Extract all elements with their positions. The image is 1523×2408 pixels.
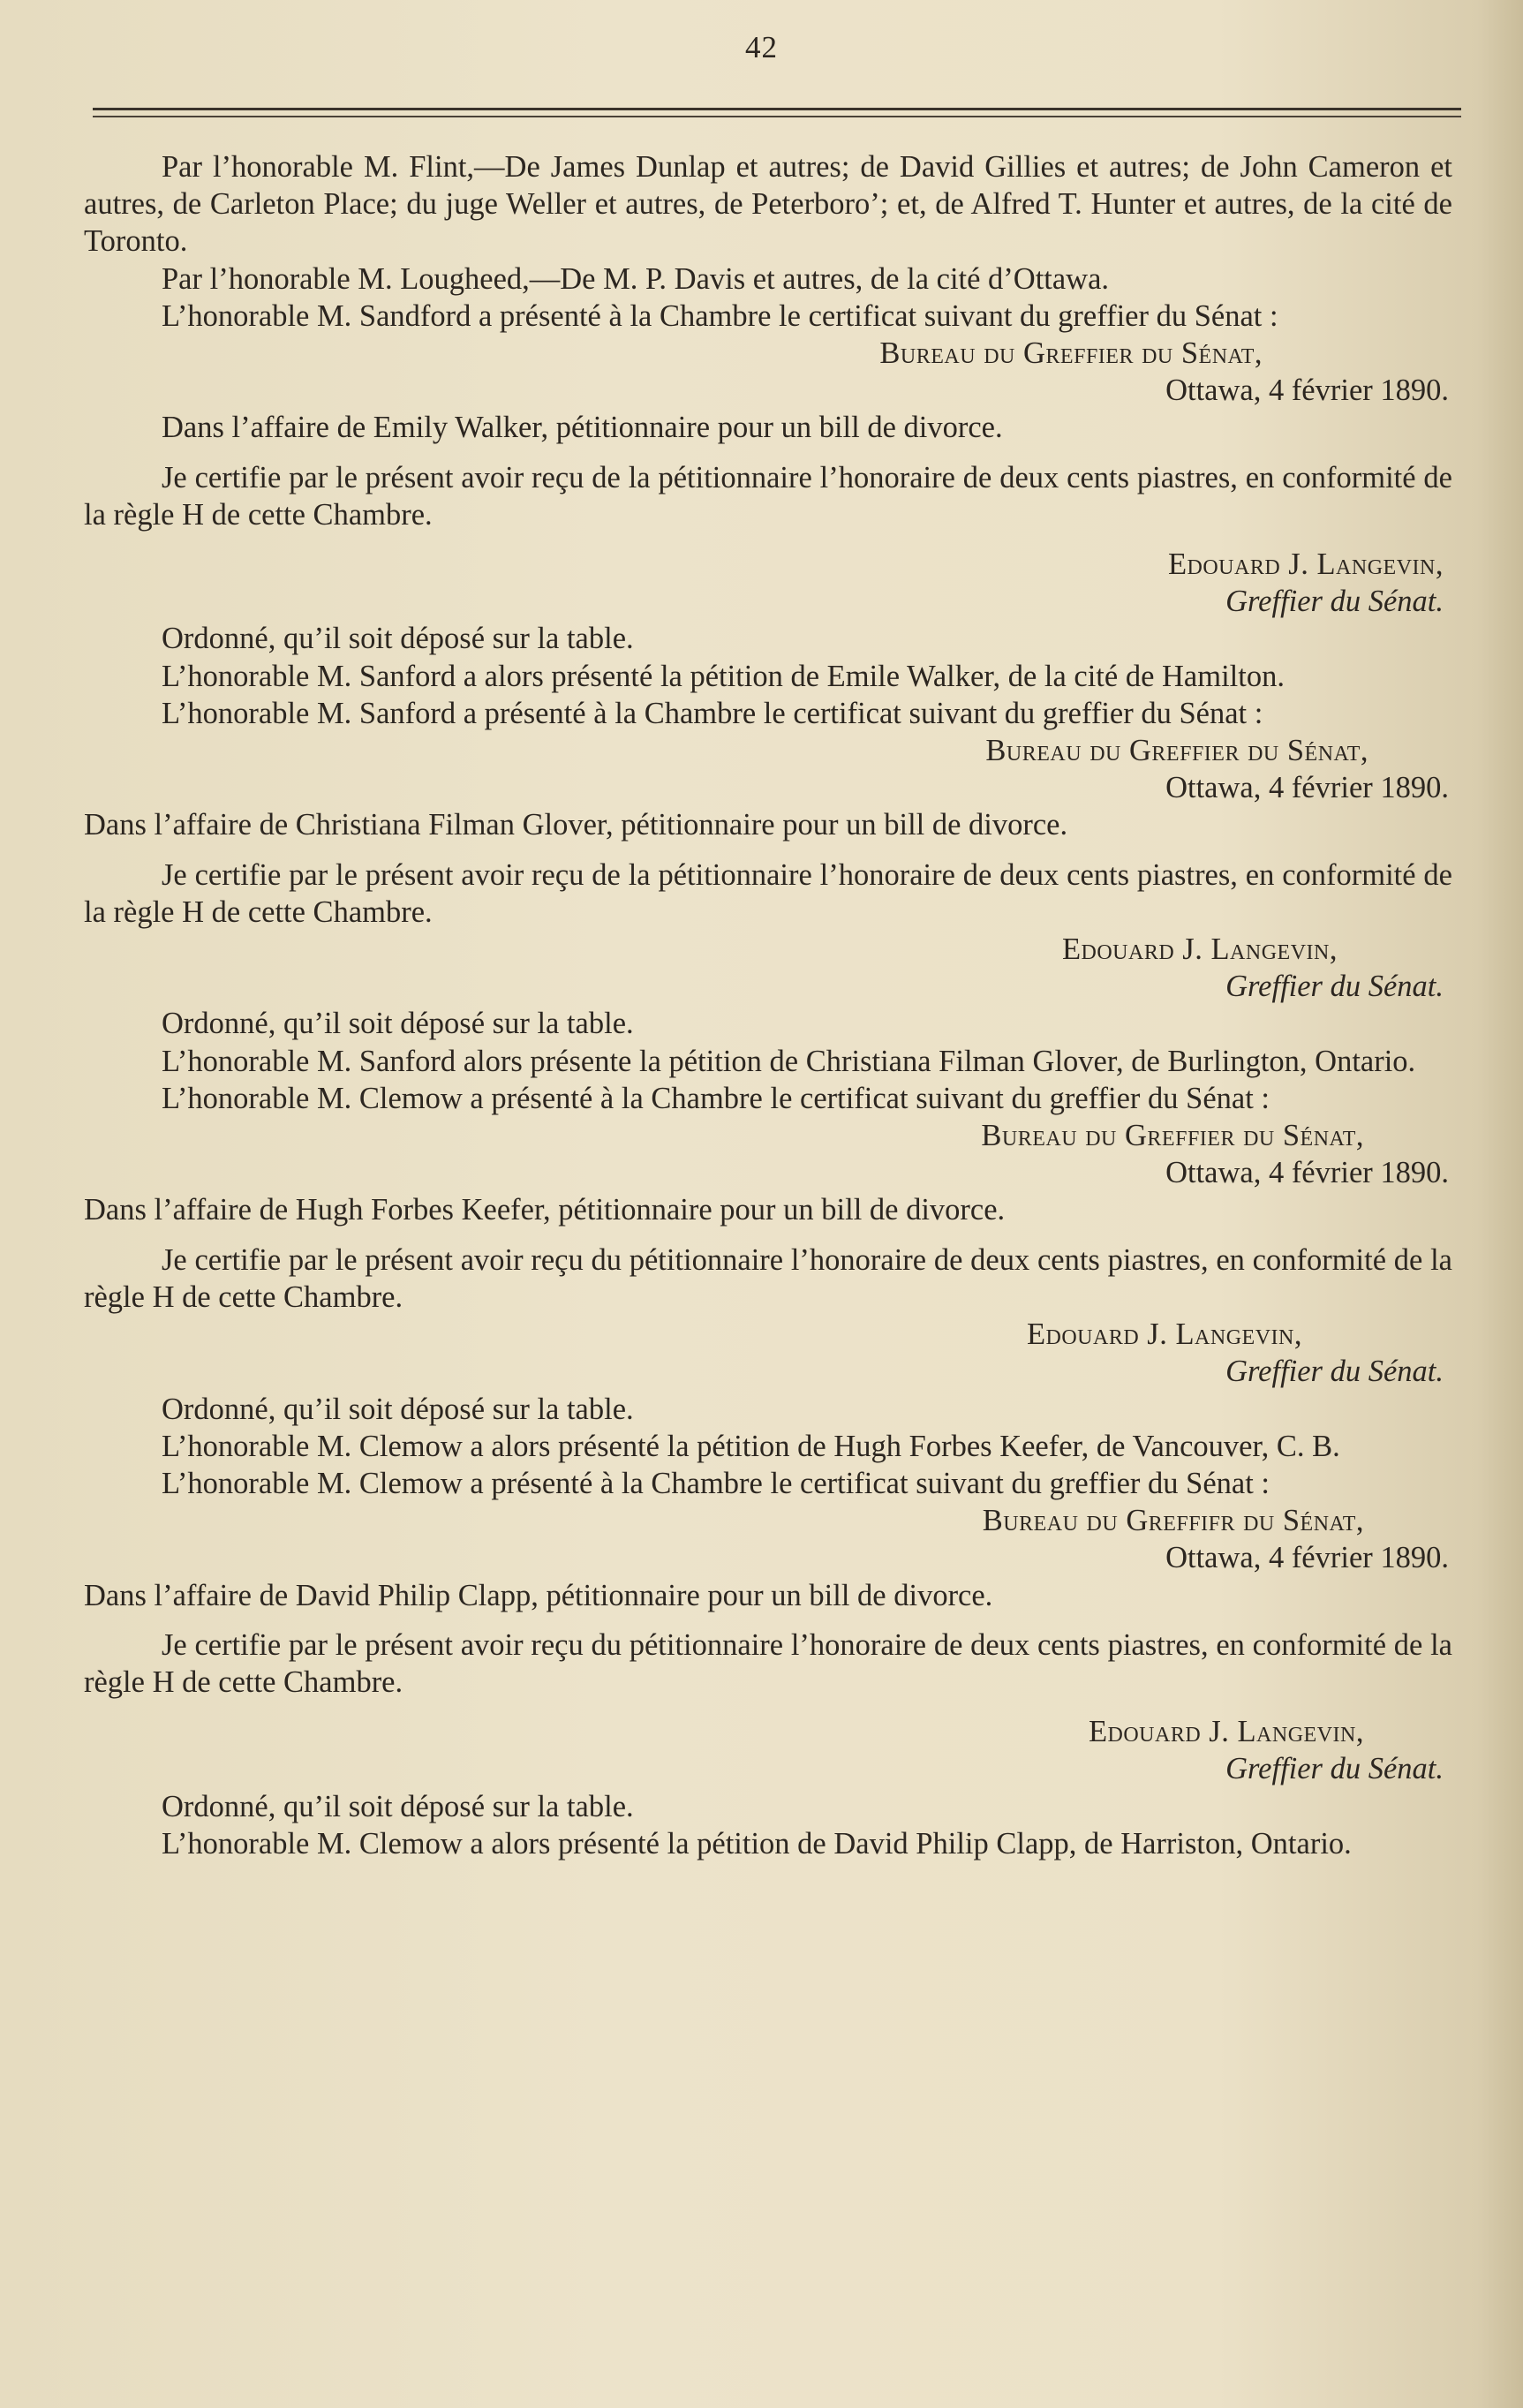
paragraph: L’honorable M. Sanford alors présente la pétition de Christiana Filman Glover, de Burlington, Ontario. (162, 1044, 1416, 1078)
paragraph: Ordonné, qu’il soit déposé sur la table. (162, 1007, 634, 1041)
signature-name: Edouard J. Langevin, (1088, 1715, 1364, 1749)
paragraph: L’honorable M. Sanford a présenté à la Chambre le certificat suivant du greffier du Sénat : (162, 696, 1263, 730)
paragraph: L’honorable M. Clemow a alors présenté la pétition de Hugh Forbes Keefer, de Vancouver, C. B. (162, 1429, 1340, 1463)
paragraph: Par l’honorable M. Lougheed,—De M. P. Davis et autres, de la cité d’Ottawa. (162, 261, 1110, 296)
paragraph: Je certifie par le présent avoir reçu du pétitionnaire l’honoraire de deux cents piastres, en conformité de la règle H de cette Chambre. (84, 1242, 1452, 1314)
signature-title: Greffier du Sénat. (1225, 1355, 1444, 1389)
paragraph: L’honorable M. Clemow a présenté à la Chambre le certificat suivant du greffier du Sénat : (162, 1466, 1270, 1500)
header-rule-thin (93, 116, 1461, 117)
paragraph: L’honorable M. Sanford a alors présenté la pétition de Emile Walker, de la cité de Hamilton. (162, 659, 1285, 693)
paragraph: L’honorable M. Sandford a présenté à la Chambre le certificat suivant du greffier du Sénat : (162, 298, 1278, 333)
signature-title: Greffier du Sénat. (1225, 970, 1444, 1004)
paragraph: L’honorable M. Clemow a présenté à la Chambre le certificat suivant du greffier du Sénat : (162, 1081, 1270, 1115)
office-heading: Bureau du Greffifr du Sénat, (982, 1504, 1364, 1538)
header-rule (93, 108, 1461, 110)
paragraph: Ordonné, qu’il soit déposé sur la table. (162, 622, 634, 656)
paragraph: Ordonné, qu’il soit déposé sur la table. (162, 1789, 634, 1823)
date-line: Ottawa, 4 février 1890. (1165, 771, 1449, 805)
affair-line: Dans l’affaire de Christiana Filman Glover, pétitionnaire pour un bill de divorce. (84, 808, 1068, 842)
paragraph: Par l’honorable M. Flint,—De James Dunlap et autres; de David Gillies et autres; de John Cameron et autres, de Carleton Place; du juge Weller et autres, de Peterboro’; et, de Alfred T. Hunter et autres, de la cité de Toronto. (84, 150, 1452, 259)
body-text (84, 148, 1452, 1862)
date-line: Ottawa, 4 février 1890. (1165, 1541, 1449, 1575)
page-number: 42 (745, 30, 778, 64)
affair-line: Dans l’affaire de David Philip Clapp, pétitionnaire pour un bill de divorce. (84, 1578, 993, 1612)
office-heading: Bureau du Greffier du Sénat, (981, 1119, 1364, 1153)
signature-title: Greffier du Sénat. (1225, 585, 1444, 619)
paragraph: Je certifie par le présent avoir reçu du pétitionnaire l’honoraire de deux cents piastres, en conformité de la règle H de cette Chambre. (84, 1627, 1452, 1699)
signature-title: Greffier du Sénat. (1225, 1752, 1444, 1786)
office-heading: Bureau du Greffier du Sénat, (879, 336, 1263, 371)
paragraph: Je certifie par le présent avoir reçu de la pétitionnaire l’honoraire de deux cents piastres, en conformité de la règle H de cette Chambre. (84, 460, 1452, 532)
date-line: Ottawa, 4 février 1890. (1165, 1156, 1449, 1190)
paragraph: L’honorable M. Clemow a alors présenté la pétition de David Philip Clapp, de Harriston, Ontario. (162, 1826, 1352, 1861)
paragraph: Je certifie par le présent avoir reçu de la pétitionnaire l’honoraire de deux cents piastres, en conformité de la règle H de cette Chambre. (84, 857, 1452, 929)
signature-name: Edouard J. Langevin, (1026, 1317, 1302, 1352)
office-heading: Bureau du Greffier du Sénat, (985, 734, 1368, 768)
affair-line: Dans l’affaire de Hugh Forbes Keefer, pétitionnaire pour un bill de divorce. (84, 1193, 1006, 1227)
signature-name: Edouard J. Langevin, (1061, 932, 1338, 967)
affair-line: Dans l’affaire de Emily Walker, pétitionnaire pour un bill de divorce. (162, 411, 1003, 445)
signature-name: Edouard J. Langevin, (1167, 547, 1444, 582)
paragraph: Ordonné, qu’il soit déposé sur la table. (162, 1392, 634, 1426)
date-line: Ottawa, 4 février 1890. (1165, 374, 1449, 408)
